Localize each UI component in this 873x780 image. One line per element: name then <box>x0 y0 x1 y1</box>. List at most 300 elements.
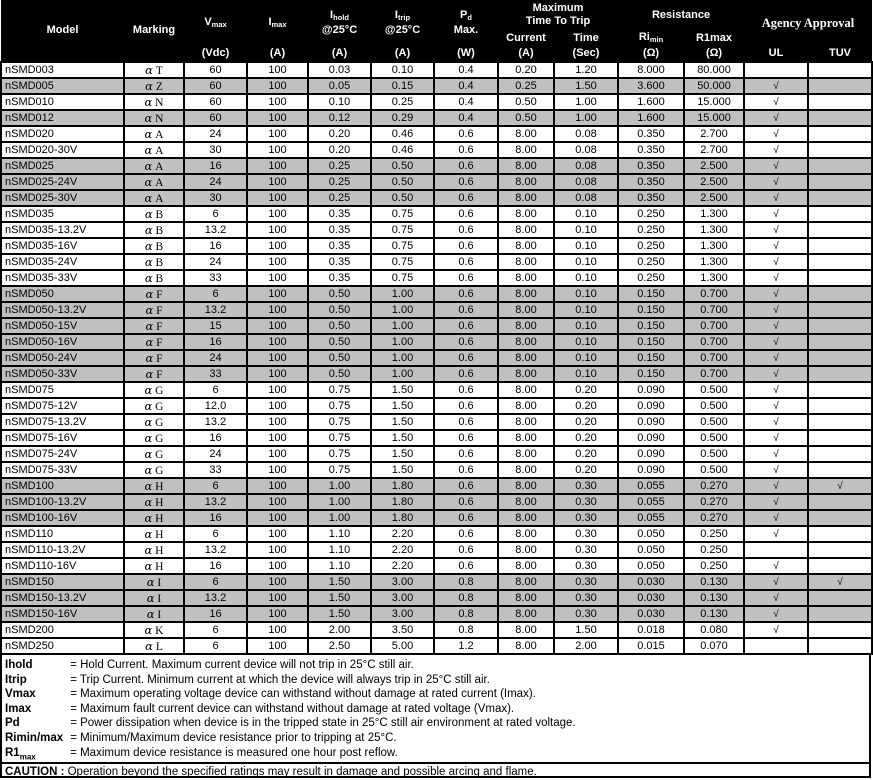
ihold-cell: 1.10 <box>308 526 371 542</box>
imax-cell: 100 <box>247 462 308 478</box>
ihold-cell: 1.00 <box>308 494 371 510</box>
ihold-cell: 2.00 <box>308 622 371 638</box>
model-cell: nSMD110-13.2V <box>1 542 124 558</box>
ttt_current-cell: 8.00 <box>498 158 554 174</box>
rimin-cell: 0.150 <box>618 366 684 382</box>
table-row <box>1 222 872 238</box>
ul-check-cell: √ <box>744 414 808 430</box>
r1max-cell: 2.500 <box>684 174 744 190</box>
marking-cell: α H <box>124 494 184 510</box>
pd-cell: 0.6 <box>434 414 498 430</box>
ttt_current-cell: 8.00 <box>498 366 554 382</box>
ttt_current-cell: 8.00 <box>498 542 554 558</box>
ttt_time-cell: 0.10 <box>554 318 618 334</box>
imax-cell: 100 <box>247 302 308 318</box>
r1max-cell: 1.300 <box>684 222 744 238</box>
table-row <box>1 190 872 206</box>
itrip-cell: 1.00 <box>371 302 434 318</box>
rimin-cell: 0.090 <box>618 430 684 446</box>
itrip-cell: 1.00 <box>371 350 434 366</box>
itrip-cell: 0.46 <box>371 142 434 158</box>
footnote: $R1_{max}$ = Maximum device resistance is measured one hour post reflow. <box>5 746 398 761</box>
tuv-check-cell <box>808 142 872 158</box>
ttt_current-cell: 8.00 <box>498 606 554 622</box>
table-row <box>1 622 872 638</box>
ul-check-cell: √ <box>744 174 808 190</box>
ttt_current-cell: 8.00 <box>498 126 554 142</box>
r1max-cell: 1.300 <box>684 206 744 222</box>
ttt_time-cell: 0.30 <box>554 478 618 494</box>
marking-cell: α G <box>124 462 184 478</box>
itrip-cell: 3.00 <box>371 606 434 622</box>
tuv-check-cell <box>808 222 872 238</box>
footnote: Ihold = Hold Current. Maximum current device will not trip in 25°C still air. <box>5 659 414 671</box>
vmax-cell: 6 <box>184 638 247 654</box>
r1max-cell: 0.500 <box>684 462 744 478</box>
pd-cell: 0.6 <box>434 270 498 286</box>
ihold-cell: 1.10 <box>308 542 371 558</box>
ttt_time-cell: 0.30 <box>554 590 618 606</box>
table-row <box>1 398 872 414</box>
tuv-check-cell <box>808 302 872 318</box>
tuv-check-cell <box>808 590 872 606</box>
tuv-check-cell <box>808 206 872 222</box>
ihold-cell: 0.20 <box>308 126 371 142</box>
table-row <box>1 510 872 526</box>
ul-check-cell: √ <box>744 222 808 238</box>
vmax-cell: 16 <box>184 606 247 622</box>
pd-cell: 0.6 <box>434 142 498 158</box>
ul-check-cell: √ <box>744 622 808 638</box>
ttt_current-cell: 8.00 <box>498 222 554 238</box>
unit-rimin: (Ω) <box>618 46 684 62</box>
itrip-cell: 1.50 <box>371 446 434 462</box>
ihold-cell: 0.03 <box>308 62 371 78</box>
unit-itrip: (A) <box>371 46 434 62</box>
tuv-check-cell <box>808 174 872 190</box>
table-row <box>1 430 872 446</box>
tuv-check-cell <box>808 606 872 622</box>
pd-cell: 0.8 <box>434 606 498 622</box>
model-cell: nSMD100 <box>1 478 124 494</box>
ttt_current-cell: 8.00 <box>498 350 554 366</box>
ihold-cell: 0.35 <box>308 206 371 222</box>
ttt_time-cell: 1.00 <box>554 94 618 110</box>
r1max-cell: 80.000 <box>684 62 744 78</box>
pd-cell: 0.6 <box>434 334 498 350</box>
marking-cell: α F <box>124 286 184 302</box>
itrip-cell: 1.50 <box>371 462 434 478</box>
col-header-model: Model <box>1 0 124 62</box>
caution-note: CAUTION : Operation beyond the specified ratings may result in damage and possible arcing and flame. <box>2 762 869 780</box>
imax-cell: 100 <box>247 638 308 654</box>
ttt_current-cell: 0.50 <box>498 110 554 126</box>
model-cell: nSMD035-16V <box>1 238 124 254</box>
marking-cell: α G <box>124 446 184 462</box>
model-cell: nSMD050-24V <box>1 350 124 366</box>
ttt_time-cell: 2.00 <box>554 638 618 654</box>
ul-check-cell: √ <box>744 142 808 158</box>
rimin-cell: 0.250 <box>618 238 684 254</box>
vmax-cell: 6 <box>184 622 247 638</box>
marking-cell: α F <box>124 318 184 334</box>
imax-cell: 100 <box>247 62 308 78</box>
r1max-cell: 2.500 <box>684 158 744 174</box>
rimin-cell: 0.350 <box>618 126 684 142</box>
ttt_time-cell: 0.10 <box>554 222 618 238</box>
model-cell: nSMD150-13.2V <box>1 590 124 606</box>
ul-check-cell: √ <box>744 350 808 366</box>
marking-cell: α K <box>124 622 184 638</box>
ttt_time-cell: 1.50 <box>554 78 618 94</box>
table-row <box>1 542 872 558</box>
ttt_current-cell: 8.00 <box>498 206 554 222</box>
r1max-cell: 0.500 <box>684 398 744 414</box>
imax-cell: 100 <box>247 174 308 190</box>
itrip-cell: 0.50 <box>371 174 434 190</box>
ttt_current-cell: 0.50 <box>498 94 554 110</box>
pd-cell: 0.4 <box>434 110 498 126</box>
table-row <box>1 350 872 366</box>
ul-check-cell: √ <box>744 366 808 382</box>
footnote: Itrip = Trip Current. Minimum current at which the device will always trip in 25°C still air. <box>5 673 490 686</box>
vmax-cell: 15 <box>184 318 247 334</box>
r1max-cell: 0.080 <box>684 622 744 638</box>
ihold-cell: 0.75 <box>308 446 371 462</box>
marking-cell: α B <box>124 254 184 270</box>
rimin-cell: 1.600 <box>618 94 684 110</box>
vmax-cell: 16 <box>184 510 247 526</box>
col-header-ul: UL <box>744 46 808 62</box>
ttt_time-cell: 0.30 <box>554 574 618 590</box>
rimin-cell: 0.150 <box>618 286 684 302</box>
vmax-cell: 33 <box>184 462 247 478</box>
ttt_current-cell: 8.00 <box>498 270 554 286</box>
vmax-cell: 6 <box>184 574 247 590</box>
model-cell: nSMD020 <box>1 126 124 142</box>
tuv-check-cell <box>808 254 872 270</box>
r1max-cell: 1.300 <box>684 270 744 286</box>
ihold-cell: 1.00 <box>308 510 371 526</box>
rimin-cell: 0.250 <box>618 222 684 238</box>
model-cell: nSMD050 <box>1 286 124 302</box>
pd-cell: 0.6 <box>434 366 498 382</box>
r1max-cell: 0.700 <box>684 366 744 382</box>
rimin-cell: 0.090 <box>618 446 684 462</box>
itrip-cell: 0.75 <box>371 254 434 270</box>
imax-cell: 100 <box>247 270 308 286</box>
model-cell: nSMD003 <box>1 62 124 78</box>
model-cell: nSMD012 <box>1 110 124 126</box>
imax-cell: 100 <box>247 142 308 158</box>
ihold-cell: 0.25 <box>308 158 371 174</box>
vmax-cell: 30 <box>184 190 247 206</box>
rimin-cell: 0.030 <box>618 606 684 622</box>
tuv-check-cell <box>808 622 872 638</box>
ihold-cell: 1.10 <box>308 558 371 574</box>
tuv-check-cell <box>808 350 872 366</box>
itrip-cell: 0.75 <box>371 270 434 286</box>
itrip-cell: 1.50 <box>371 382 434 398</box>
pd-cell: 0.4 <box>434 78 498 94</box>
rimin-cell: 0.090 <box>618 414 684 430</box>
ttt_current-cell: 8.00 <box>498 510 554 526</box>
ul-check-cell: √ <box>744 462 808 478</box>
ttt_current-cell: 8.00 <box>498 190 554 206</box>
vmax-cell: 13.2 <box>184 302 247 318</box>
table-row <box>1 574 872 590</box>
ttt_current-cell: 8.00 <box>498 302 554 318</box>
r1max-cell: 1.300 <box>684 254 744 270</box>
ihold-cell: 0.20 <box>308 142 371 158</box>
pd-cell: 0.6 <box>434 190 498 206</box>
marking-cell: α I <box>124 590 184 606</box>
table-row <box>1 334 872 350</box>
r1max-cell: 1.300 <box>684 238 744 254</box>
tuv-check-cell <box>808 238 872 254</box>
pd-cell: 0.8 <box>434 574 498 590</box>
vmax-cell: 16 <box>184 334 247 350</box>
marking-cell: α Z <box>124 78 184 94</box>
pd-cell: 0.6 <box>434 446 498 462</box>
itrip-cell: 2.20 <box>371 558 434 574</box>
marking-cell: α H <box>124 542 184 558</box>
ttt_current-cell: 8.00 <box>498 622 554 638</box>
ttt_time-cell: 1.50 <box>554 622 618 638</box>
col-header-ihold: $I_{hold}$ @25°C <box>308 0 371 46</box>
ihold-cell: 0.75 <box>308 382 371 398</box>
imax-cell: 100 <box>247 542 308 558</box>
marking-cell: α F <box>124 302 184 318</box>
ttt_time-cell: 0.10 <box>554 270 618 286</box>
itrip-cell: 0.46 <box>371 126 434 142</box>
pd-cell: 0.6 <box>434 558 498 574</box>
pd-cell: 0.8 <box>434 590 498 606</box>
table-body <box>1 62 872 654</box>
imax-cell: 100 <box>247 478 308 494</box>
unit-ihold: (A) <box>308 46 371 62</box>
model-cell: nSMD075 <box>1 382 124 398</box>
ul-check-cell: √ <box>744 398 808 414</box>
ihold-cell: 1.00 <box>308 478 371 494</box>
footnote: Rimin/max = Minimum/Maximum device resistance prior to tripping at 25°C. <box>5 731 397 744</box>
imax-cell: 100 <box>247 94 308 110</box>
ttt_time-cell: 0.30 <box>554 542 618 558</box>
itrip-cell: 1.80 <box>371 494 434 510</box>
tuv-check-cell <box>808 638 872 654</box>
model-cell: nSMD005 <box>1 78 124 94</box>
ttt_time-cell: 0.10 <box>554 254 618 270</box>
col-header-ttt-time: Time <box>554 30 618 46</box>
unit-ttt-time: (Sec) <box>554 46 618 62</box>
tuv-check-cell <box>808 558 872 574</box>
col-header-tuv: TUV <box>808 46 872 62</box>
marking-cell: α F <box>124 366 184 382</box>
marking-cell: α H <box>124 510 184 526</box>
marking-cell: α T <box>124 62 184 78</box>
ttt_time-cell: 0.10 <box>554 286 618 302</box>
rimin-cell: 0.090 <box>618 398 684 414</box>
marking-cell: α A <box>124 174 184 190</box>
tuv-check-cell <box>808 462 872 478</box>
itrip-cell: 1.00 <box>371 366 434 382</box>
model-cell: nSMD150 <box>1 574 124 590</box>
pd-cell: 0.6 <box>434 478 498 494</box>
marking-cell: α G <box>124 414 184 430</box>
r1max-cell: 0.500 <box>684 382 744 398</box>
rimin-cell: 0.055 <box>618 494 684 510</box>
ttt_time-cell: 0.30 <box>554 494 618 510</box>
ttt_time-cell: 0.10 <box>554 302 618 318</box>
ihold-cell: 0.05 <box>308 78 371 94</box>
table-row <box>1 366 872 382</box>
table-row <box>1 270 872 286</box>
itrip-cell: 5.00 <box>371 638 434 654</box>
vmax-cell: 30 <box>184 142 247 158</box>
col-header-ttt-current: Current <box>498 30 554 46</box>
marking-cell: α B <box>124 238 184 254</box>
ihold-cell: 0.35 <box>308 238 371 254</box>
itrip-cell: 1.50 <box>371 398 434 414</box>
vmax-cell: 60 <box>184 78 247 94</box>
ul-check-cell: √ <box>744 558 808 574</box>
imax-cell: 100 <box>247 622 308 638</box>
model-cell: nSMD110-16V <box>1 558 124 574</box>
rimin-cell: 0.250 <box>618 270 684 286</box>
table-row <box>1 78 872 94</box>
ul-check-cell: √ <box>744 590 808 606</box>
ttt_time-cell: 0.30 <box>554 526 618 542</box>
model-cell: nSMD250 <box>1 638 124 654</box>
r1max-cell: 0.270 <box>684 510 744 526</box>
ihold-cell: 0.35 <box>308 222 371 238</box>
ul-check-cell: √ <box>744 270 808 286</box>
rimin-cell: 0.050 <box>618 526 684 542</box>
model-cell: nSMD050-16V <box>1 334 124 350</box>
ihold-cell: 1.50 <box>308 590 371 606</box>
ul-check-cell: √ <box>744 110 808 126</box>
r1max-cell: 50.000 <box>684 78 744 94</box>
vmax-cell: 60 <box>184 110 247 126</box>
ttt_time-cell: 0.20 <box>554 414 618 430</box>
vmax-cell: 16 <box>184 558 247 574</box>
tuv-check-cell <box>808 510 872 526</box>
rimin-cell: 0.090 <box>618 382 684 398</box>
ttt_time-cell: 0.10 <box>554 350 618 366</box>
vmax-cell: 16 <box>184 238 247 254</box>
table-row <box>1 254 872 270</box>
imax-cell: 100 <box>247 414 308 430</box>
marking-cell: α B <box>124 270 184 286</box>
ihold-cell: 0.75 <box>308 398 371 414</box>
pd-cell: 0.6 <box>434 430 498 446</box>
imax-cell: 100 <box>247 606 308 622</box>
pd-cell: 0.6 <box>434 206 498 222</box>
table-row <box>1 590 872 606</box>
unit-ttt-current: (A) <box>498 46 554 62</box>
ul-check-cell <box>744 638 808 654</box>
footnote: Vmax = Maximum operating voltage device can withstand without damage at rated current (Imax). <box>5 688 536 701</box>
r1max-cell: 0.250 <box>684 542 744 558</box>
model-cell: nSMD200 <box>1 622 124 638</box>
ttt_current-cell: 8.00 <box>498 414 554 430</box>
r1max-cell: 0.130 <box>684 590 744 606</box>
marking-cell: α G <box>124 430 184 446</box>
r1max-cell: 15.000 <box>684 110 744 126</box>
table-row <box>1 318 872 334</box>
tuv-check-cell <box>808 126 872 142</box>
rimin-cell: 1.600 <box>618 110 684 126</box>
model-cell: nSMD075-16V <box>1 430 124 446</box>
col-header-marking: Marking <box>124 0 184 62</box>
table-row <box>1 174 872 190</box>
imax-cell: 100 <box>247 318 308 334</box>
marking-cell: α A <box>124 126 184 142</box>
r1max-cell: 0.700 <box>684 286 744 302</box>
ttt_time-cell: 0.10 <box>554 334 618 350</box>
model-cell: nSMD075-33V <box>1 462 124 478</box>
ttt_time-cell: 0.08 <box>554 190 618 206</box>
model-cell: nSMD020-30V <box>1 142 124 158</box>
table-row <box>1 110 872 126</box>
r1max-cell: 15.000 <box>684 94 744 110</box>
rimin-cell: 0.150 <box>618 318 684 334</box>
imax-cell: 100 <box>247 446 308 462</box>
ttt_time-cell: 0.08 <box>554 174 618 190</box>
ttt_current-cell: 8.00 <box>498 638 554 654</box>
itrip-cell: 1.00 <box>371 318 434 334</box>
rimin-cell: 0.250 <box>618 254 684 270</box>
ihold-cell: 0.35 <box>308 254 371 270</box>
itrip-cell: 2.20 <box>371 542 434 558</box>
ttt_time-cell: 0.30 <box>554 606 618 622</box>
ul-check-cell: √ <box>744 526 808 542</box>
marking-cell: α G <box>124 398 184 414</box>
rimin-cell: 0.150 <box>618 302 684 318</box>
table-row <box>1 206 872 222</box>
tuv-check-cell <box>808 414 872 430</box>
ihold-cell: 0.50 <box>308 334 371 350</box>
pd-cell: 0.6 <box>434 398 498 414</box>
pd-cell: 0.6 <box>434 126 498 142</box>
r1max-cell: 0.500 <box>684 446 744 462</box>
ihold-cell: 0.10 <box>308 94 371 110</box>
pd-cell: 0.6 <box>434 494 498 510</box>
marking-cell: α B <box>124 206 184 222</box>
vmax-cell: 24 <box>184 254 247 270</box>
itrip-cell: 0.75 <box>371 206 434 222</box>
ttt_current-cell: 8.00 <box>498 174 554 190</box>
r1max-cell: 2.700 <box>684 142 744 158</box>
ttt_time-cell: 0.20 <box>554 382 618 398</box>
ttt_time-cell: 0.08 <box>554 126 618 142</box>
tuv-check-cell: √ <box>808 478 872 494</box>
tuv-check-cell <box>808 334 872 350</box>
ul-check-cell: √ <box>744 126 808 142</box>
ul-check-cell: √ <box>744 94 808 110</box>
ttt_time-cell: 0.20 <box>554 398 618 414</box>
imax-cell: 100 <box>247 126 308 142</box>
r1max-cell: 0.700 <box>684 334 744 350</box>
ttt_current-cell: 8.00 <box>498 590 554 606</box>
marking-cell: α F <box>124 334 184 350</box>
ttt_current-cell: 8.00 <box>498 462 554 478</box>
pd-cell: 0.6 <box>434 254 498 270</box>
rimin-cell: 0.030 <box>618 574 684 590</box>
itrip-cell: 2.20 <box>371 526 434 542</box>
rimin-cell: 0.150 <box>618 350 684 366</box>
tuv-check-cell <box>808 270 872 286</box>
